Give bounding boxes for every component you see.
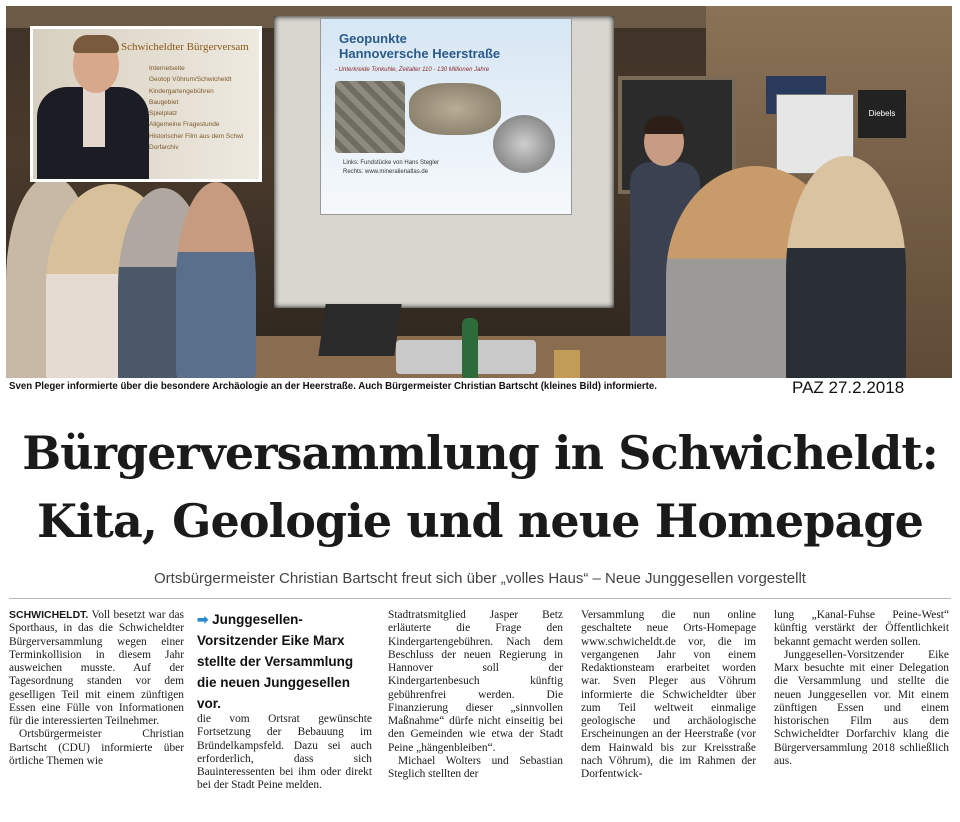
divider [9, 598, 951, 599]
audience-member [176, 182, 256, 378]
agenda-item: Baugebiet [149, 98, 179, 106]
article-column-4 [581, 609, 756, 781]
paragraph: Michael Wolters und Sebastian Steglich stellten der [388, 754, 563, 780]
photo-caption: Sven Pleger informierte über die besondere Archäologie an der Heerstraße. Auch Bürgermeister Christian Bartscht (kleines Bild) informierte. [9, 381, 657, 392]
slide-links [343, 159, 439, 177]
article-column-5 [774, 609, 949, 768]
mayor-shirt [83, 87, 105, 147]
slide-title [339, 31, 500, 61]
agenda-item: Spielplatz [149, 110, 178, 118]
paragraph: die vom Ortsrat gewünschte Fortsetzung der Bebauung im Bründelkampsfeld. Dazu sei auch erforderlich, dass sich Bauinteressenten bei ihm oder direkt bei der Stadt Peine melden. [197, 713, 372, 792]
agenda-item: Geotop Vöhrum/Schwicheldt [149, 76, 232, 84]
highlight-text: Junggesellen-Vorsitzender Eike Marx stellte der Versammlung die neuen Junggesellen vor. [197, 612, 354, 711]
mayor-hair [73, 35, 119, 53]
paragraph: Ortsbürgermeister Christian Bartscht (CDU) informierte über örtliche Themen wie [9, 728, 184, 767]
article-column-3 [388, 609, 563, 781]
paragraph: Stadtratsmitglied Jasper Betz erläuterte die Frage den Kindergartengebühren. Nach dem Beschluss der neuen Regierung in Hannover soll der Kindergartenbesuch künftig gebührenfrei werden. Die Finanzierung dieser „sinnvollen Maßnahme“ dürfe nicht einseitig bei den Gemeinden wie etwa der Stadt Peine „hängenbleiben“. [388, 609, 563, 754]
agenda-item: Historischer Film aus dem Schwi [149, 132, 244, 140]
dateline: SCHWICHELDT. [9, 609, 89, 621]
fossil-photo [335, 81, 405, 153]
source-date: PAZ 27.2.2018 [792, 378, 905, 397]
paragraph: Versammlung die nun online geschaltete neue Orts-Homepage www.schwicheldt.de vor, die im vergangenen Jahr von einem Redaktionsteam erarbeitet worden war. Sven Pleger aus Vöhrum informierte die Schwicheldter über zum Teil weltweit einmalige geologische und archäologische Erscheinungen an der Heerstraße (vor dem Hainwald bis zur Kreisstraße nach Vöhrum), die im Rahmen der Dorfentwick- [581, 609, 756, 780]
headline-line2: Kita, Geologie und neue Homepage [36, 494, 924, 548]
paragraph: Junggesellen-Vorsitzender Eike Marx besuchte mit einer Delegation die Versammlung und stellte die neuen Junggesellen vor. Mit einem zünftigen Essen und einem historischen Film aus dem Schwicheldter Dorfarchiv klang die Bürgerversammlung 2018 schließlich aus. [774, 648, 949, 767]
headline-line1: Bürgerversammlung in Schwicheldt: [22, 426, 938, 480]
inset-agenda-list [149, 63, 243, 153]
beer-glass [554, 350, 580, 378]
arrow-icon: ➡ [197, 612, 209, 627]
stone-photo [493, 115, 555, 173]
inset-slide-title: Schwicheldter Bürgerversam [121, 41, 249, 53]
slide-links-line2: Rechts: www.mineralienatlas.de [343, 169, 429, 175]
bottle [462, 318, 478, 378]
laptop [318, 304, 401, 356]
agenda-item: Dorfarchiv [149, 144, 179, 152]
agenda-item: Internetseite [149, 65, 185, 72]
audience-member [786, 156, 906, 378]
agenda-item: Kindergartengebühren [149, 87, 214, 95]
highlight-box [197, 609, 373, 714]
slide-subtitle: - Unterkreide Tonkuhle, Zeitalter 110 - 130 Millionen Jahre [335, 67, 490, 73]
slide-links-line1: Links: Fundstücke von Hans Stegler [343, 160, 440, 166]
main-photo [6, 6, 952, 378]
presenter-hair [644, 116, 684, 134]
rock-photo [409, 83, 501, 135]
paragraph: lung „Kanal-Fuhse Peine-West“ künftig verstärkt der Öffentlichkeit bekannt gemacht werden sollen. [774, 609, 949, 648]
slide-title-line1: Geopunkte [339, 31, 407, 46]
article-column-1 [9, 609, 184, 768]
paragraph-text: Voll besetzt war das Sporthaus, in das die Schwicheldter Bürgerversammlung wegen einer Terminkollision in diesem Jahr ausweichen musste. Auf der Tagesordnung standen vor dem geselligen Teil mit einem zünftigen Essen eine Fülle von Informationen für die interessierten Teilnehmer. [9, 609, 184, 727]
paragraph [9, 609, 184, 728]
subheadline: Ortsbürgermeister Christian Bartscht freut sich über „volles Haus“ – Neue Junggesellen vorgestellt [154, 570, 806, 587]
slide-title-line2: Hannoversche Heerstraße [339, 46, 501, 61]
beer-sign: Diebels [858, 90, 906, 138]
inset-photo [30, 26, 262, 182]
projected-slide [320, 18, 572, 215]
agenda-item: Allgemeine Fragestunde [149, 121, 220, 129]
article-column-2 [197, 713, 372, 793]
